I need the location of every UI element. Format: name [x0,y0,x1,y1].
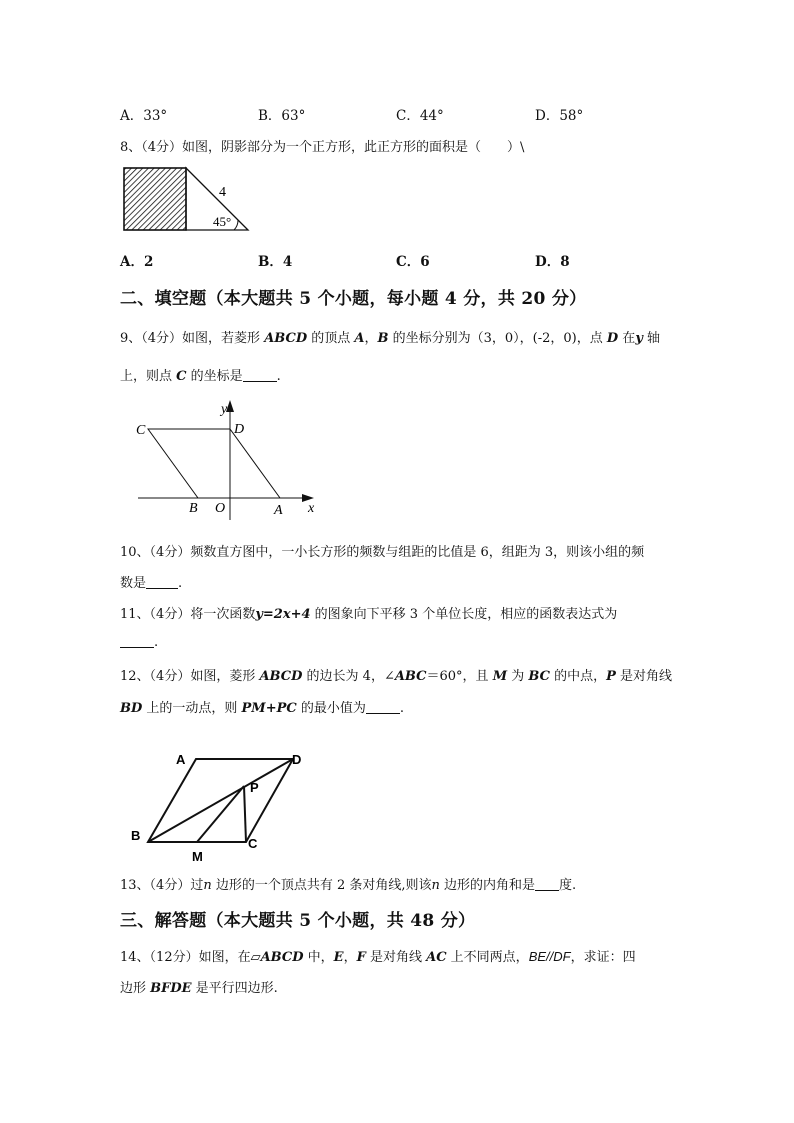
q13-answer-blank [535,877,559,891]
q7-option-b: B．63° [258,108,306,124]
q12-var: BC [528,669,550,684]
q12-text: . [399,701,404,716]
q9-figure [130,396,330,524]
q9-line2 [120,365,281,384]
q12-var: BD [120,701,143,716]
q13-text: 度. [559,878,577,893]
q12-number: 12、（4分） [120,669,191,684]
q11-number: 11、（4分） [120,607,191,622]
q13-text: 过 [190,878,204,893]
q8-angle-label: 45° [213,214,232,229]
q9-line1 [120,327,660,346]
q10-text: 频数直方图中，一小长方形的频数与组距的比值是 6，组距为 3，则该小组的频 [190,545,645,560]
q14-var: F [356,950,366,965]
q9-var: A [354,331,365,346]
q12-label-d: D [292,752,302,767]
q8-side-label: 4 [219,185,226,200]
q11-text: 将一次函数 [190,607,256,622]
q11-text: . [154,635,159,650]
q11-answer-blank [120,634,154,648]
q12-text: 如图，菱形 [190,669,260,684]
q8-option-c: C．6 [396,254,430,270]
q9-label-o: O [215,501,226,516]
q9-text: 如图，若菱形 [182,331,265,346]
q14-formula: BE//DF [528,949,571,964]
q12-var: ABC [394,669,427,684]
q12-line2 [120,697,404,716]
q12-label-a: A [176,752,186,767]
q9-answer-blank [243,368,277,382]
q9-label-c: C [136,423,146,438]
q12-text: 的最小值为 [296,701,366,716]
section2-title: 二、填空题（本大题共 5 个小题，每小题 4 分，共 20 分） [120,289,587,309]
q8-number: 8、（4分） [120,140,183,155]
q14-var: AC [426,950,447,965]
q12-var: PM+PC [241,701,297,716]
q12-segment-pm [197,786,244,842]
q12-figure [126,744,316,866]
q9-var: y [635,331,643,346]
q10-text: 数是 [120,576,147,591]
q7-option-d: D．58° [535,108,584,124]
q9-label-y: y [221,402,228,417]
q9-text: . [276,369,281,384]
q9-number: 9、（4分） [120,331,183,346]
q14-text: 中， [303,950,334,965]
q14-var: ABCD [260,950,304,965]
section3-title: 三、解答题（本大题共 5 个小题，共 48 分） [120,911,476,931]
q12-answer-blank [366,700,400,714]
q12-text: 是对角线 [615,669,672,684]
q8-figure [118,164,258,236]
q7-option-a: A．33° [120,108,168,124]
q13-text: 边形的内角和是 [439,878,536,893]
q12-label-c: C [248,836,258,851]
q13-question [120,874,576,893]
q12-label-b: B [131,828,141,843]
q9-var: D [606,331,619,346]
q13-var: n [431,878,440,893]
q13-text: 边形的一个顶点共有 2 条对角线,则该 [211,878,432,893]
q11-line1 [120,603,617,622]
q12-line1 [120,665,672,684]
q9-text: 轴 [642,331,661,346]
q14-text: ， [343,950,357,965]
q9-label-a: A [274,503,283,518]
q9-var: B [377,331,389,346]
q13-var: n [203,878,212,893]
q9-text: 上，则点 [120,369,177,384]
q12-label-p: P [250,780,259,795]
q14-line2 [120,977,278,996]
q12-text: ＝60°，且 [426,669,493,684]
q14-text: 如图，在▱ [198,950,261,965]
q10-line2 [120,572,182,591]
q9-label-b: B [189,501,198,516]
q12-text: 为 [507,669,529,684]
q14-text: 是对角线 [365,950,427,965]
q8-shaded-square [124,168,186,230]
q12-diagonal-bd [148,759,293,842]
q9-text: 的坐标是 [186,369,243,384]
q11-formula: y=2x+4 [255,607,311,622]
q7-option-c: C．44° [396,108,444,124]
q9-var: C [176,369,187,384]
q13-number: 13、（4分） [120,878,191,893]
q9-text: 的顶点 [307,331,355,346]
q9-text: 的坐标分别为（3，0），(-2，0)，点 [388,331,607,346]
q14-number: 14、（12分） [120,950,199,965]
q9-rhombus [148,429,280,498]
q14-text: 是平行四边形. [191,981,278,996]
q12-label-m: M [192,849,203,864]
q14-var: BFDE [150,981,192,996]
q9-var: ABCD [264,331,308,346]
q8-question [120,136,524,155]
q10-line1 [120,541,644,560]
q9-label-d: D [234,422,245,437]
q14-text: 边形 [120,981,151,996]
q10-answer-blank [146,575,178,589]
q12-text: 的中点， [549,669,607,684]
q8-option-d: D．8 [535,254,570,270]
q9-text: 在 [618,331,636,346]
q11-line2 [120,634,158,650]
q8-option-b: B．4 [258,254,293,270]
q10-text: . [178,576,183,591]
q9-text: ， [364,331,378,346]
q12-var: P [606,669,616,684]
q8-text: 如图，阴影部分为一个正方形，此正方形的面积是（ ）\ [182,140,525,155]
q14-text: 上不同两点， [446,950,529,965]
q12-text: 上的一动点，则 [142,701,242,716]
q12-var: ABCD [259,669,303,684]
q14-line1 [120,946,636,965]
q8-option-a: A．2 [120,254,154,270]
q11-text: 的图象向下平移 3 个单位长度，相应的函数表达式为 [310,607,618,622]
q9-label-x: x [308,501,315,516]
q12-text: 的边长为 4，∠ [302,669,395,684]
q12-var: M [492,669,508,684]
q12-segment-pc [244,786,246,842]
q8-angle-arc [234,220,238,230]
q14-text: ，求证：四 [570,950,636,965]
q10-number: 10、（4分） [120,545,191,560]
q14-var: E [333,950,344,965]
